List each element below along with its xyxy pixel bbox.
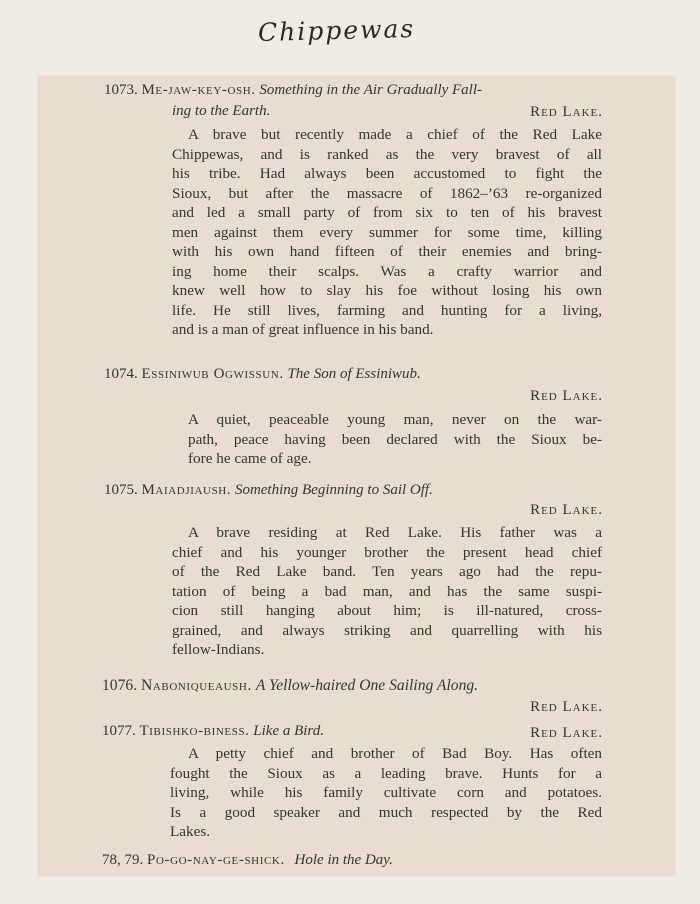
handwritten-heading: Chippewas [257, 13, 416, 48]
description-line: A brave but recently made a chief of the Red Lake [188, 126, 602, 143]
description-line: Lakes. [170, 823, 211, 840]
entry-name: Essiniwub Ogwissun. [141, 366, 284, 382]
description-line: life. He still lives, farming and hunting for a living, [172, 301, 602, 319]
entry-translation: The Son of Essiniwub. [287, 366, 421, 382]
description-line: A petty chief and brother of Bad Boy. Has often [188, 745, 602, 762]
entry-name: Naboniqueaush. [141, 677, 252, 694]
entry-translation: Hole in the Day. [294, 852, 393, 868]
entry-translation: Something Beginning to Sail Off. [234, 482, 433, 498]
description-line: with his own hand fifteen of their enemies and bring- [172, 243, 602, 260]
entry-description [172, 125, 602, 340]
description-line: and is a man of great influence in his band. [172, 321, 434, 338]
description-line: Sioux, but after the massacre of 1862–’63 re-organized [172, 184, 602, 202]
entry-place: Red Lake. [530, 699, 603, 715]
description-line: of the Red Lake band. Ten years ago had the repu- [172, 563, 602, 580]
description-line: Chippewas, and is ranked as the very bravest of all [172, 145, 602, 163]
entry-header [104, 82, 482, 99]
entry-name: Po-go-nay-ge-shick. [147, 852, 285, 868]
description-line: living, while his family cultivate corn and potatoes. [170, 784, 602, 801]
printed-clipping [38, 76, 675, 876]
description-line: fellow-Indians. [172, 641, 265, 658]
entry-number: 1076. [102, 677, 138, 694]
entry-number: 1077. [102, 723, 136, 739]
entry-description [170, 744, 602, 842]
entry-name: Me-jaw-key-osh. [141, 82, 256, 98]
description-line: his tribe. Had always been accustomed to fight the [172, 165, 602, 182]
description-line: knew well how to slay his foe without losing his own [172, 282, 602, 299]
entry-header [104, 482, 433, 499]
entry-number: 1075. [104, 482, 138, 498]
description-line: Is a good speaker and much respected by the Red [170, 803, 602, 821]
description-line: fought the Sioux as a leading brave. Hunts for a [170, 764, 602, 782]
entry-number: 1074. [104, 366, 138, 382]
entry-name: Maiadjiaush. [141, 482, 232, 498]
entry-translation: Like a Bird. [253, 723, 324, 739]
entry-number: 78, 79. [102, 852, 144, 868]
entry-translation-continued: ing to the Earth. [172, 103, 271, 119]
description-line: path, peace having been declared with the Sioux be- [188, 430, 602, 448]
description-line: tation of being a bad man, and has the same suspi- [172, 582, 602, 600]
description-line: chief and his younger brother the present head chief [172, 543, 602, 561]
entry-translation: A Yellow-haired One Sailing Along. [255, 677, 479, 694]
entry-description [172, 523, 602, 660]
entry-place: Red Lake. [530, 388, 603, 404]
entry-name: Tibishko-biness. [139, 723, 250, 739]
description-line: A quiet, peaceable young man, never on the war- [188, 411, 602, 428]
entry-header [104, 366, 421, 383]
entry-number: 1073. [104, 82, 138, 98]
description-line: cion still hanging about him; is ill-natured, cross- [172, 602, 602, 619]
entry-header [102, 852, 393, 869]
description-line: grained, and always striking and quarrelling with his [172, 621, 602, 639]
entry-place: Red Lake. [530, 104, 603, 120]
entry-header [102, 677, 478, 695]
entry-header [102, 723, 324, 740]
description-line: fore he came of age. [188, 450, 312, 467]
description-line: A brave residing at Red Lake. His father was a [188, 524, 602, 541]
entry-place: Red Lake. [530, 725, 603, 741]
entry-place: Red Lake. [530, 502, 603, 518]
entry-description [188, 410, 602, 469]
description-line: ing home their scalps. Was a crafty warrior and [172, 262, 602, 280]
description-line: and led a small party of from six to ten of his bravest [172, 204, 602, 221]
entry-translation: Something in the Air Gradually Fall- [259, 82, 483, 98]
description-line: men against them every summer for some time, killing [172, 223, 602, 241]
